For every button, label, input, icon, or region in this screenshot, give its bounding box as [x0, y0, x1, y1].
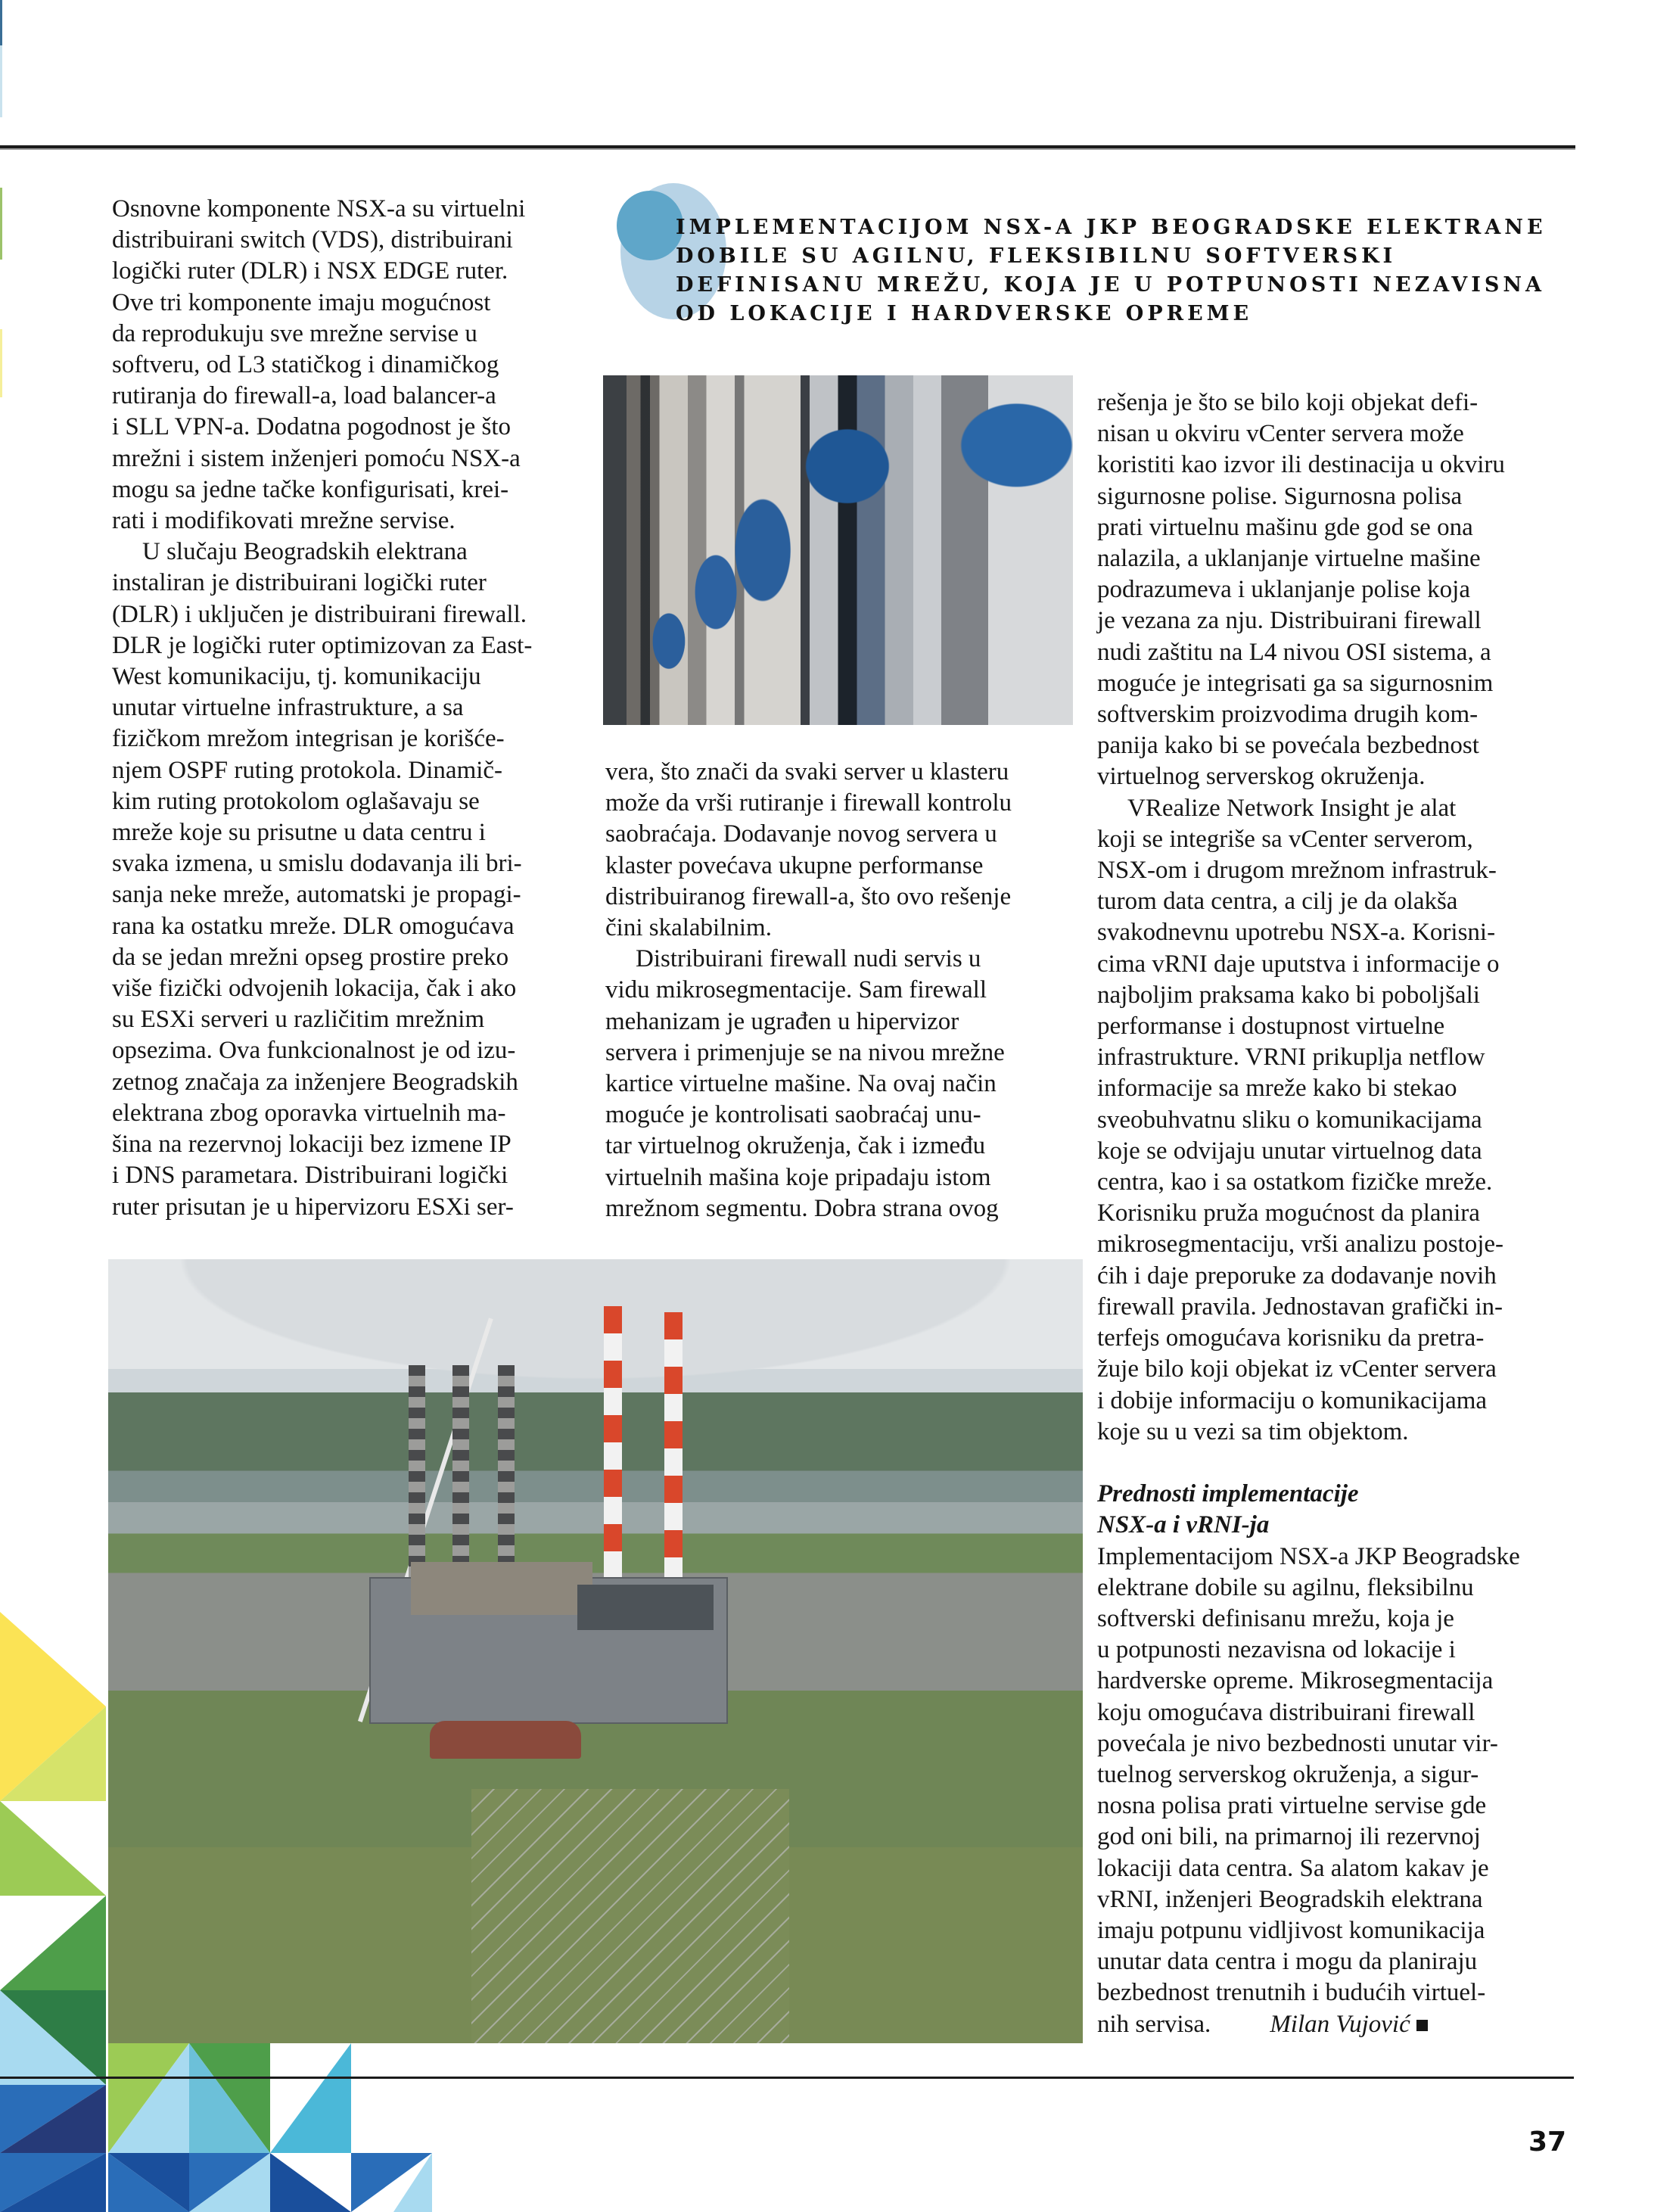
text-line: instaliran je distribuirani logički ruter — [112, 569, 487, 597]
pull-quote-line: OD LOKACIJE I HARDVERSKE OPREME — [676, 302, 1253, 325]
text-line: kim ruting protokolom oglašavaju se — [112, 787, 480, 815]
text-line: rešenja je što se bilo koji objekat defi- — [1097, 389, 1479, 416]
text-line: softveru, od L3 statičkog i dinamičkog — [112, 351, 499, 379]
text-line: distribuiranog firewall-a, što ovo rešenje — [605, 882, 1012, 910]
pull-quote — [605, 176, 1559, 334]
text-line: Implementacijom NSX-a JKP Beogradske — [1097, 1542, 1520, 1570]
text-line: saobraćaja. Dodavanje novog servera u — [605, 820, 997, 848]
pattern-triangle — [0, 1896, 106, 1990]
text-line: bezbednost trenutnih i budućih virtuel- — [1097, 1979, 1486, 2007]
text-line: Osnovne komponente NSX-a su virtuelni — [112, 195, 526, 222]
text-line: šina na rezervnoj lokaciji bez izmene IP — [112, 1131, 512, 1159]
text-line: elektrana zbog oporavka virtuelnih ma- — [112, 1099, 506, 1127]
text-line: servera i primenjuje se na nivou mrežne — [605, 1038, 1005, 1066]
text-line: mrežnom segmentu. Dobra strana ovog — [605, 1194, 999, 1222]
top-rule — [0, 145, 1575, 148]
text-line: Distribuirani firewall nudi servis u — [636, 945, 981, 973]
text-line: zetnog značaja za inženjere Beogradskih — [112, 1068, 518, 1096]
text-line: softverskim proizvodima drugih kom- — [1097, 701, 1479, 729]
article-column-3 — [1097, 387, 1581, 2040]
text-line: vRNI, inženjeri Beogradskih elektrana — [1097, 1885, 1483, 1913]
text-line: NSX-om i drugom mrežnom infrastruk- — [1097, 857, 1497, 885]
text-line: god oni bili, na primarnoj ili rezervnoj — [1097, 1823, 1481, 1851]
text-line: (DLR) i uključen je distribuirani firewall. — [112, 600, 527, 628]
text-line: rana ka ostatku mreže. DLR omogućava — [112, 912, 515, 940]
text-line: su ESXi serveri u različitim mrežnim — [112, 1006, 485, 1034]
text-line: žuje bilo koji objekat iz vCenter servera — [1097, 1355, 1497, 1383]
text-line: tar virtuelnog okruženja, čak i između — [605, 1132, 986, 1160]
text-line: i DNS parametara. Distribuirani logički — [112, 1162, 508, 1190]
text-line: U slučaju Beogradskih elektrana — [142, 538, 468, 566]
text-line: centra, kao i sa ostatkom fizičke mreže. — [1097, 1168, 1493, 1196]
text-line: koje se odvijaju unutar virtuelnog data — [1097, 1137, 1482, 1165]
section-subheading: NSX-a i vRNI-ja — [1097, 1511, 1270, 1539]
text-line: softverski definisanu mrežu, koja je — [1097, 1604, 1454, 1632]
text-line: elektrane dobile su agilnu, fleksibilnu — [1097, 1573, 1474, 1601]
industrial-pipes-photo — [603, 375, 1073, 725]
chimney-dark — [498, 1365, 515, 1592]
text-line: mehanizam je ugrađen u hipervizor — [605, 1007, 959, 1035]
text-line: turom data centra, a cilj je da olakša — [1097, 888, 1458, 916]
page-number: 37 — [1528, 2126, 1567, 2158]
pattern-triangle — [0, 1801, 106, 1896]
text-line: nosna polisa prati virtuelne servise gde — [1097, 1792, 1487, 1820]
text-line: ruter prisutan je u hipervizoru ESXi ser- — [112, 1193, 514, 1221]
text-line: infrastrukture. VRNI prikuplja netflow — [1097, 1044, 1485, 1072]
text-line: i dobije informaciju o komunikacijama — [1097, 1386, 1488, 1414]
text-line: virtuelnih mašina koje pripadaju istom — [605, 1163, 991, 1191]
edge-strip-yellow — [0, 329, 2, 397]
author-byline: Milan Vujović — [1270, 2010, 1410, 2038]
text-line: vidu mikrosegmentacije. Sam firewall — [605, 976, 987, 1004]
text-line: rutiranja do firewall-a, load balancer-a — [112, 382, 496, 410]
text-line: imaju potpunu vidljivost komunikacija — [1097, 1916, 1485, 1944]
text-line: kartice virtuelne mašine. Na ovaj način — [605, 1070, 997, 1098]
text-line: koje su u vezi sa tim objektom. — [1097, 1417, 1409, 1445]
text-line: moguće je integrisati ga sa sigurnosnim — [1097, 669, 1494, 697]
text-line: prati virtuelnu mašinu gde god se ona — [1097, 513, 1473, 541]
text-line: Ove tri komponente imaju mogućnost — [112, 288, 491, 316]
text-line: da se jedan mrežni opseg prostire preko — [112, 943, 509, 971]
text-line: mreže koje su prisutne u data centru i — [112, 819, 486, 847]
edge-strip-blue — [0, 0, 2, 45]
text-line: panija kako bi se povećala bezbednost — [1097, 732, 1479, 760]
text-line: podrazumeva i uklanjanje polise koja — [1097, 576, 1471, 604]
text-line: više fizički odvojenih lokacija, čak i ako — [112, 975, 517, 1003]
text-line: tuelnog serverskog okruženja, a sigur- — [1097, 1760, 1479, 1788]
text-line: hardverske opreme. Mikrosegmentacija — [1097, 1667, 1494, 1695]
text-line: fizičkom mrežom integrisan je korišće- — [112, 725, 505, 753]
spacer — [1097, 1448, 1581, 1479]
end-of-article-square-icon — [1416, 2020, 1428, 2031]
text-line: moguće je kontrolisati saobraćaj unu- — [605, 1101, 981, 1129]
text-line: koristiti kao izvor ili destinacija u okviru — [1097, 451, 1505, 479]
text-line: virtuelnog serverskog okruženja. — [1097, 763, 1426, 791]
text-line: logički ruter (DLR) i NSX EDGE ruter. — [112, 257, 508, 285]
text-line: unutar data centra i mogu da planiraju — [1097, 1948, 1478, 1976]
building-roof — [411, 1562, 592, 1615]
text-line: koji se integriše sa vCenter serverom, — [1097, 825, 1473, 853]
chimney-red-white — [604, 1306, 622, 1624]
text-line: Korisniku pruža mogućnost da planira — [1097, 1199, 1480, 1227]
pull-quote-text — [676, 213, 1547, 328]
text-line: mikrosegmentaciju, vrši analizu postoje- — [1097, 1230, 1504, 1258]
text-line: performanse i dostupnost virtuelne — [1097, 1013, 1445, 1041]
text-line: čini skalabilnim. — [605, 914, 772, 942]
text-line: mogu sa jedne tačke konfigurisati, krei- — [112, 475, 509, 503]
article-column-1 — [112, 194, 574, 1223]
text-line: West komunikaciju, tj. komunikaciju — [112, 663, 481, 691]
text-line: u potpunosti nezavisna od lokacije i — [1097, 1636, 1456, 1664]
pull-quote-line: DEFINISANU MREŽU, KOJA JE U POTPUNOSTI NEZAVISNA — [676, 273, 1545, 297]
text-line: svakodnevnu upotrebu NSX-a. Korisni- — [1097, 919, 1496, 947]
text-line: ćih i daje preporuke za dodavanje novih — [1097, 1262, 1497, 1290]
text-line: sveobuhvatnu sliku o komunikacijama — [1097, 1106, 1482, 1134]
text-line: sigurnosne polise. Sigurnosna polisa — [1097, 482, 1463, 510]
decorative-triangle-pattern — [0, 1612, 575, 2212]
text-line: cima vRNI daje uputstva i informacije o — [1097, 950, 1500, 978]
edge-strip-green — [0, 188, 2, 260]
text-line: DLR je logički ruter optimizovan za East- — [112, 631, 533, 659]
text-line: nisan u okviru vCenter servera može — [1097, 420, 1464, 448]
text-line: najboljim praksama kako bi poboljšali — [1097, 981, 1480, 1009]
text-line: nudi zaštitu na L4 nivou OSI sistema, a — [1097, 638, 1491, 666]
pull-quote-line: DOBILE SU AGILNU, FLEKSIBILNU SOFTVERSKI — [676, 244, 1397, 268]
text-line: vera, što znači da svaki server u klasteru — [605, 758, 1009, 786]
text-line: sanja neke mreže, automatski je propagi- — [112, 881, 521, 909]
text-line: distribuirani switch (VDS), distribuirani — [112, 226, 513, 254]
decorative-circle-dark — [617, 191, 683, 260]
text-line: informacije sa mreže kako bi stekao — [1097, 1075, 1457, 1103]
text-line: firewall pravila. Jednostavan grafički in- — [1097, 1293, 1503, 1321]
edge-strip-lightblue — [0, 45, 2, 117]
text-line: da reprodukuju sve mrežne servise u — [112, 319, 477, 347]
text-line: može da vrši rutiranje i firewall kontrolu — [605, 789, 1012, 817]
text-line: svaka izmena, u smislu dodavanja ili bri- — [112, 850, 522, 878]
text-line: opsezima. Ova funkcionalnost je od izu- — [112, 1037, 516, 1065]
text-line: mrežni i sistem inženjeri pomoću NSX-a — [112, 444, 521, 472]
text-line: VRealize Network Insight je alat — [1127, 794, 1457, 822]
text-line: je vezana za nju. Distribuirani firewall — [1097, 607, 1482, 635]
article-column-2 — [605, 757, 1074, 1224]
building-roof — [577, 1585, 714, 1630]
pull-quote-line: IMPLEMENTACIJOM NSX-A JKP BEOGRADSKE ELEKTRANE — [676, 216, 1547, 239]
closing-line — [1097, 2009, 1581, 2040]
text-line: terfejs omogućava korisniku da pretra- — [1097, 1324, 1485, 1352]
text-line: nalazila, a uklanjanje virtuelne mašine — [1097, 545, 1481, 573]
text-line: koju omogućava distribuirani firewall — [1097, 1698, 1475, 1726]
text-line: lokaciji data centra. Sa alatom kakav je — [1097, 1854, 1489, 1882]
section-subheading: Prednosti implementacije — [1097, 1480, 1359, 1508]
text-line: povećala je nivo bezbednosti unutar vir- — [1097, 1729, 1498, 1757]
bottom-rule — [0, 2077, 1574, 2079]
chimney-dark — [452, 1365, 469, 1592]
text-line: unutar virtuelne infrastrukture, a sa — [112, 694, 464, 722]
text-line: klaster povećava ukupne performanse — [605, 851, 984, 879]
text-line: i SLL VPN-a. Dodatna pogodnost je što — [112, 413, 512, 441]
chimney-dark — [409, 1365, 425, 1592]
text-line: rati i modifikovati mrežne servise. — [112, 507, 456, 535]
text-line: njem OSPF ruting protokola. Dinamič- — [112, 756, 503, 784]
closing-text: nih servisa. — [1097, 2010, 1211, 2038]
